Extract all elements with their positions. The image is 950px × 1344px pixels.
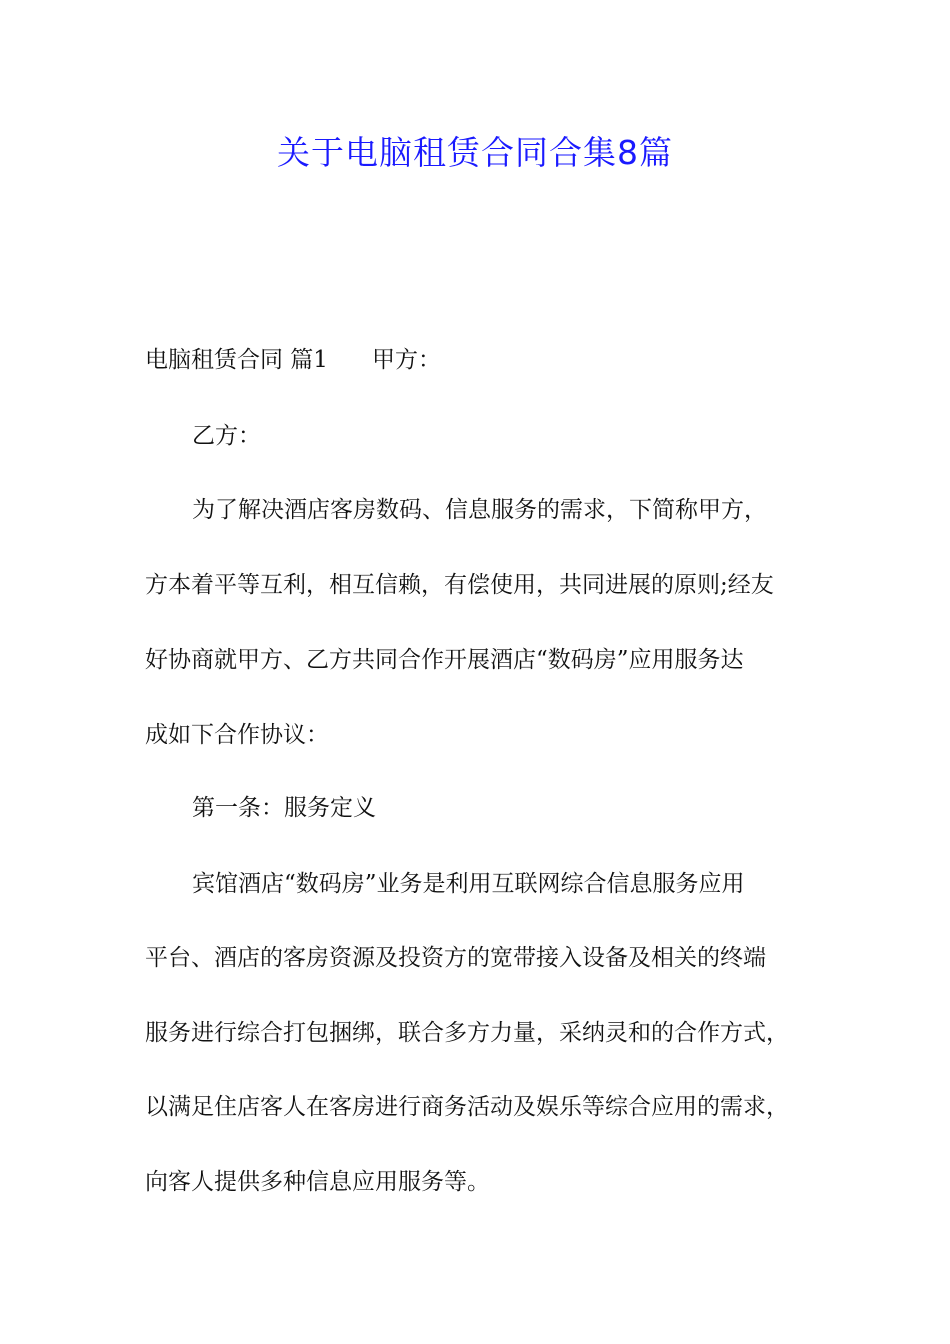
- paragraph-line: 好协商就甲方、乙方共同合作开展酒店“数码房”应用服务达: [145, 647, 744, 673]
- paragraph-line: 方本着平等互利，相互信赖，有偿使用，共同进展的原则;经友: [145, 572, 774, 598]
- paragraph-line: 平台、酒店的客房资源及投资方的宽带接入设备及相关的终端: [145, 945, 766, 971]
- paragraph-line: 成如下合作协议：: [145, 722, 329, 748]
- paragraph-line: 为了解决酒店客房数码、信息服务的需求，下简称甲方，: [192, 497, 767, 523]
- party-b-label: 乙方：: [192, 423, 261, 449]
- paragraph-line: 以满足住店客人在客房进行商务活动及娱乐等综合应用的需求，: [145, 1094, 789, 1120]
- party-a-label: 甲方：: [371, 347, 441, 373]
- paragraph-line: 宾馆酒店“数码房”业务是利用互联网综合信息服务应用: [192, 871, 745, 897]
- contract-heading-line: [145, 340, 825, 380]
- document-title: 关于电脑租赁合同合集8篇: [277, 133, 673, 172]
- article-title: 第一条：服务定义: [192, 795, 376, 821]
- paragraph-line: 向客人提供多种信息应用服务等。: [145, 1169, 490, 1195]
- paragraph-line: 服务进行综合打包捆绑，联合多方力量，采纳灵和的合作方式，: [145, 1020, 789, 1046]
- contract-heading-label: 电脑租赁合同 篇1: [145, 347, 328, 373]
